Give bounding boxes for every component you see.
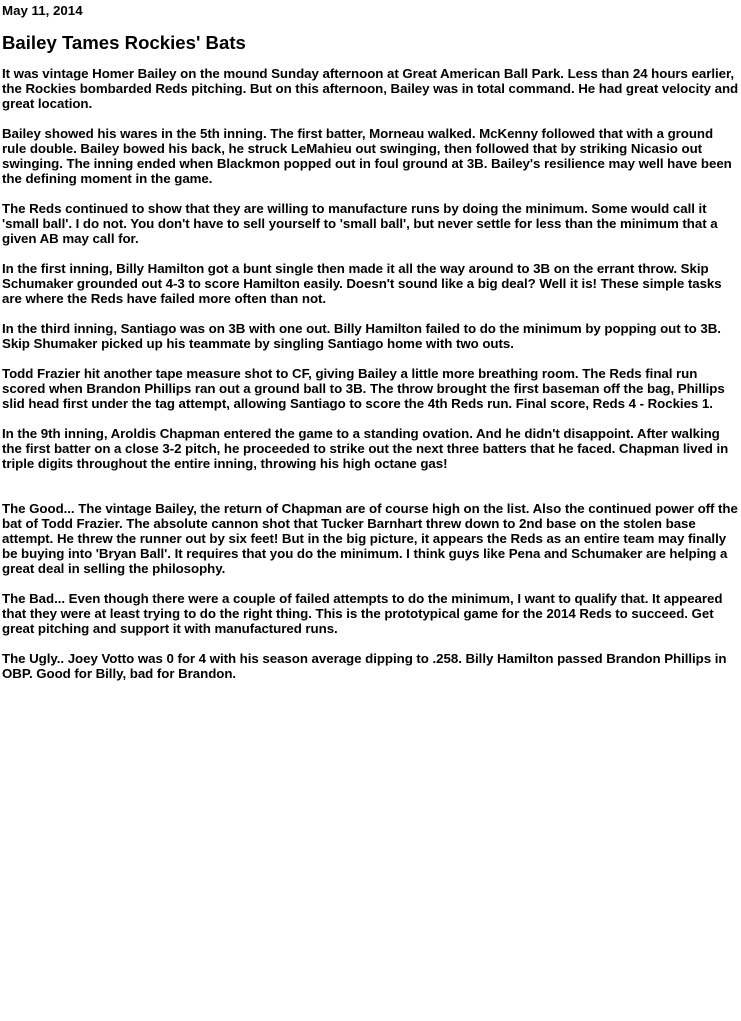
blog-post xyxy=(2,0,740,681)
paragraph-intro: It was vintage Homer Bailey on the mound Sunday afternoon at Great American Ball Park. Less than 24 hours earlier, the Rockies bombarded Reds pitching. But on this afternoon, Bailey was in total command. He had great velocity and great location. xyxy=(2,66,739,111)
paragraph-fifth-inning: Bailey showed his wares in the 5th inning. The first batter, Morneau walked. McKenny followed that with a ground rule double. Bailey bowed his back, he struck LeMahieu out swinging, then followed that by striking Nicasio out swinging. The inning ended when Blackmon popped out in foul ground at 3B. Bailey's resilience may well have been the defining moment in the game. xyxy=(2,126,732,186)
paragraph-the-good: The Good... The vintage Bailey, the return of Chapman are of course high on the list. Also the continued power off the bat of Todd Frazier. The absolute cannon shot that Tucker Barnhart threw down to 2nd base on the stolen base attempt. He threw the runner out by six feet! But in the big picture, it appears the Reds as an entire team may finally be buying into 'Bryan Ball'. It requires that you do the minimum. I think guys like Pena and Schumaker are helping a great deal in selling the philosophy. xyxy=(2,501,738,576)
paragraph-small-ball: The Reds continued to show that they are willing to manufacture runs by doing the minimum. Some would call it 'small ball'. I do not. You don't have to sell yourself to 'small ball', but never settle for less than the minimum that a given AB may call for. xyxy=(2,201,718,246)
paragraph-ninth-inning: In the 9th inning, Aroldis Chapman entered the game to a standing ovation. And he didn't disappoint. After walking the first batter on a close 3-2 pitch, he proceeded to strike out the next three batters that he faced. Chapman lived in triple digits throughout the entire inning, throwing his high octane gas! xyxy=(2,426,729,471)
post-title: Bailey Tames Rockies' Bats xyxy=(2,32,246,53)
paragraph-frazier: Todd Frazier hit another tape measure shot to CF, giving Bailey a little more breathing room. The Reds final run scored when Brandon Phillips ran out a ground ball to 3B. The throw brought the first baseman off the bag, Phillips slid head first under the tag attempt, allowing Santiago to score the 4th Reds run. Final score, Reds 4 - Rockies 1. xyxy=(2,366,725,411)
paragraph-first-inning: In the first inning, Billy Hamilton got a bunt single then made it all the way around to 3B on the errant throw. Skip Schumaker grounded out 4-3 to score Hamilton easily. Doesn't sound like a big deal? Well it is! These simple tasks are where the Reds have failed more often than not. xyxy=(2,261,722,306)
paragraph-the-ugly: The Ugly.. Joey Votto was 0 for 4 with his season average dipping to .258. Billy Hamilton passed Brandon Phillips in OBP. Good for Billy, bad for Brandon. xyxy=(2,651,727,681)
paragraph-third-inning: In the third inning, Santiago was on 3B with one out. Billy Hamilton failed to do the minimum by popping out to 3B. Skip Shumaker picked up his teammate by singling Santiago home with two outs. xyxy=(2,321,721,351)
paragraph-the-bad: The Bad... Even though there were a couple of failed attempts to do the minimum, I want to qualify that. It appeared that they were at least trying to do the right thing. This is the prototypical game for the 2014 Reds to succeed. Get great pitching and support it with manufactured runs. xyxy=(2,591,723,636)
post-date: May 11, 2014 xyxy=(2,3,83,18)
